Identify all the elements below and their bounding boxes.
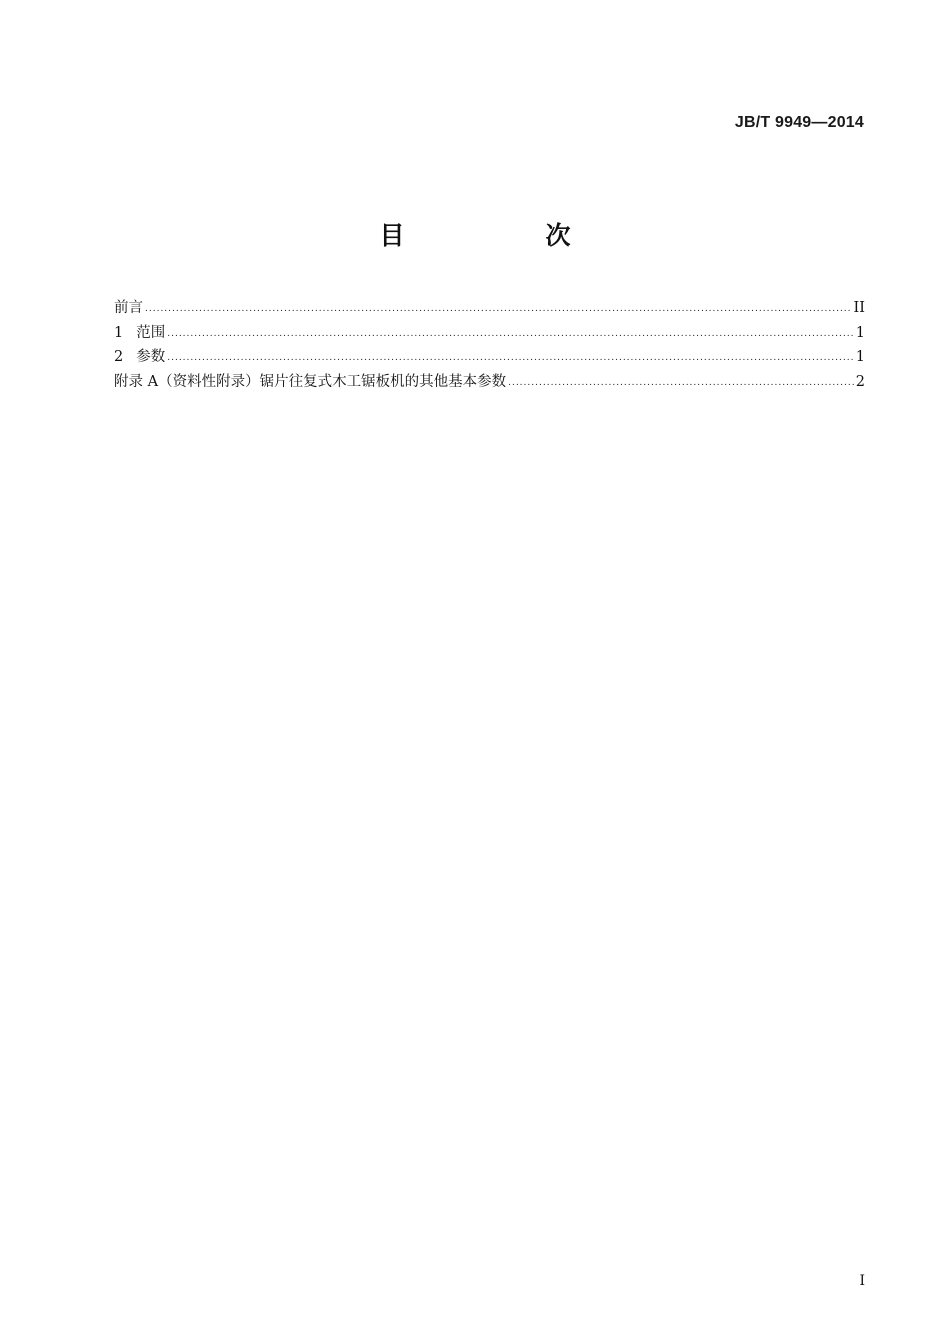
toc-entry-page: 1: [855, 349, 865, 365]
toc-dot-leader: [167, 354, 854, 363]
table-of-contents: [114, 296, 865, 394]
toc-title: 目 次: [379, 221, 629, 250]
toc-entry-text: 范围: [136, 324, 166, 341]
toc-entry-number: 1: [114, 324, 124, 341]
toc-dot-leader: [145, 305, 852, 314]
page-number: I: [859, 1273, 865, 1289]
toc-entry-scope[interactable]: [114, 321, 865, 346]
toc-entry-number: 2: [114, 349, 124, 365]
toc-entry-text: 参数: [136, 349, 166, 365]
toc-dot-leader: [508, 379, 854, 388]
toc-entry-label: [114, 345, 165, 370]
toc-entry-foreword[interactable]: [114, 296, 865, 321]
toc-entry-parameters[interactable]: [114, 345, 865, 370]
toc-entry-page: 1: [855, 324, 865, 341]
toc-entry-label: 附录 A（资料性附录）锯片往复式木工锯板机的其他基本参数: [114, 373, 507, 390]
toc-dot-leader: [167, 330, 854, 339]
toc-entry-label: 前言: [114, 300, 143, 316]
toc-entry-appendix-a[interactable]: [114, 370, 865, 395]
standard-code: JB/T 9949—2014: [734, 114, 864, 131]
toc-entry-label: [114, 321, 165, 346]
toc-entry-page: 2: [855, 373, 865, 390]
toc-entry-page: II: [853, 300, 865, 316]
